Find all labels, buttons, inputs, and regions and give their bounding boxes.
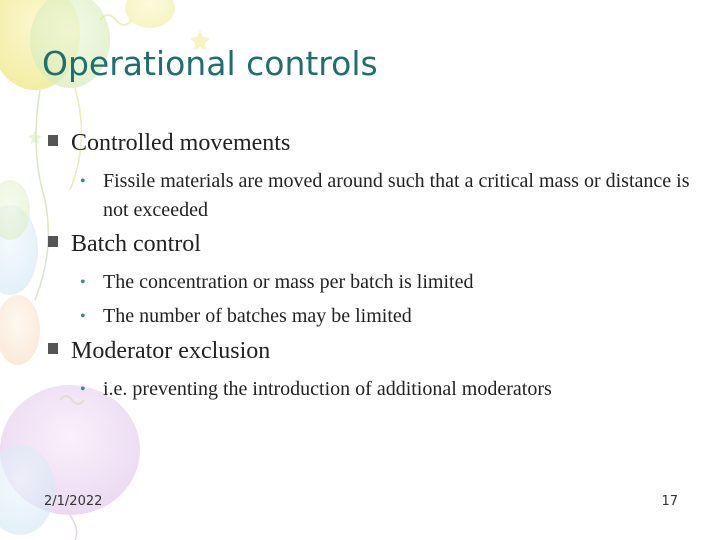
- square-bullet-icon: [48, 343, 58, 354]
- bullet-text: Batch control: [71, 231, 201, 257]
- square-bullet-icon: [48, 135, 58, 146]
- sub-bullet-text: Fissile materials are moved around such that a critical mass or distance is not exceeded: [103, 170, 690, 221]
- sub-bullet-concentration: [80, 268, 690, 297]
- dot-bullet-icon: •: [80, 173, 86, 190]
- sub-bullet-fissile: [80, 167, 690, 225]
- sub-bullet-text: The number of batches may be limited: [103, 305, 412, 327]
- dot-bullet-icon: •: [80, 381, 86, 398]
- slide-number: 17: [661, 494, 678, 509]
- square-bullet-icon: [48, 236, 58, 247]
- sub-bullet-number-batches: [80, 302, 690, 331]
- bullet-text: Controlled movements: [71, 130, 291, 156]
- footer-date: 2/1/2022: [44, 494, 103, 509]
- bullet-text: Moderator exclusion: [71, 338, 271, 364]
- sub-bullet-moderators: [80, 375, 690, 404]
- slide-title: Operational controls: [42, 44, 378, 83]
- sub-bullet-text: The concentration or mass per batch is limited: [103, 271, 474, 293]
- sub-bullet-text: i.e. preventing the introduction of additional moderators: [103, 378, 552, 400]
- bullet-batch-control: [48, 231, 201, 258]
- dot-bullet-icon: •: [80, 308, 86, 325]
- dot-bullet-icon: •: [80, 274, 86, 291]
- bullet-controlled-movements: [48, 130, 290, 157]
- bullet-moderator-exclusion: [48, 338, 270, 365]
